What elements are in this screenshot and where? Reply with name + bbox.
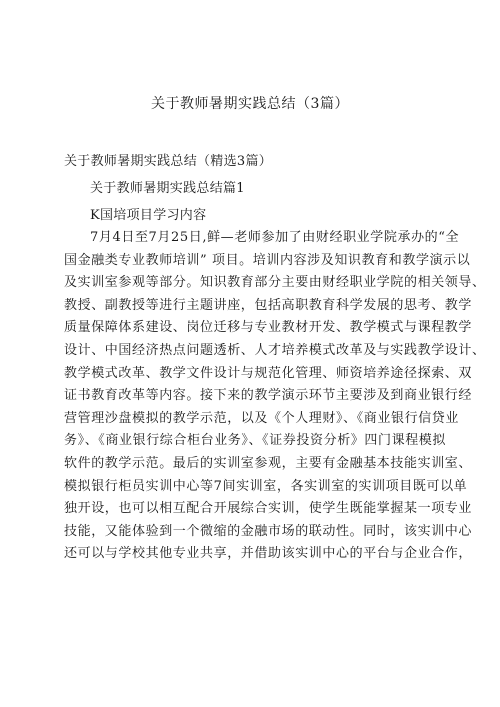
paragraph-line: 国金融类专业教师培训” 项目。培训内容涉及知识教育和教学演示以 (64, 252, 471, 268)
paragraph-line: 设计、中国经济热点问题透析、人才培养模式改革及与实践教学设计、 (64, 342, 486, 358)
document-subtitle: 关于教师暑期实践总结（精选3篇） (64, 154, 273, 169)
paragraph-line: 证书教育改革等内容。接下来的教学演示环节主要涉及到商业银行经 (64, 388, 473, 404)
paragraph-line: 还可以与学校其他专业共享，并借助该实训中心的平台与企业合作， (64, 546, 473, 562)
paragraph-line: 7月4日至7月25日,鲜—老师参加了由财经职业学院承办的“全 (90, 230, 460, 245)
paragraph-line: 教学模式改革、教学文件设计与规范化管理、师资培养途径探索、双 (64, 365, 473, 381)
paragraph-line: 质量保障体系建设、岗位迁移与专业教材开发、教学模式与课程教学 (64, 320, 473, 336)
paragraph-line: 务》、《商业银行综合柜台业务》、《证券投资分析》四门课程模拟 (64, 433, 447, 449)
paragraph-line: 软件的教学示范。最后的实训室参观，主要有金融基本技能实训室、 (64, 455, 473, 471)
paragraph-line: 教授、副教授等进行主题讲座，包括高职教育科学发展的思考、教学 (64, 297, 473, 313)
section-heading: 关于教师暑期实践总结篇1 (90, 181, 245, 196)
paragraph-line: 营管理沙盘模拟的教学示范，以及《个人理财》、《商业银行信贷业 (64, 410, 460, 426)
paragraph-line: 模拟银行柜员实训中心等7间实训室，各实训室的实训项目既可以单 (64, 478, 468, 494)
document-title: 关于教师暑期实践总结（3篇） (151, 96, 349, 112)
paragraph-line: 技能，又能体验到一个微缩的金融市场的联动性。同时，该实训中心 (64, 523, 473, 539)
paragraph-line: 独开设，也可以相互配合开展综合实训，使学生既能掌握某一项专业 (64, 501, 473, 517)
paragraph-line: 及实训室参观等部分。知识教育部分主要由财经职业学院的相关领导、 (64, 275, 486, 291)
sub-heading: K国培项目学习内容 (90, 208, 207, 223)
body-paragraph (64, 227, 486, 566)
